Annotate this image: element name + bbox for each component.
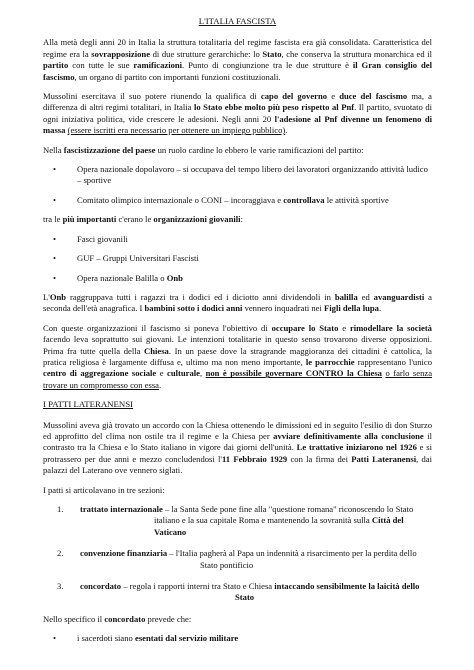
youth-organizations-intro <box>43 214 432 225</box>
item-heading: convenzione finanziaria <box>80 548 168 559</box>
text-run: di due strutture gerarchiche: lo <box>150 48 263 59</box>
text-run: Opera nazionale Balilla o <box>77 272 167 283</box>
bold-text: partito <box>43 60 69 71</box>
list-item <box>43 581 432 604</box>
text-run: , dai palazzi del Laterano ove vennero siglati. <box>43 453 432 476</box>
text-run: e <box>327 91 340 102</box>
bold-text: rimodellare la società <box>349 322 432 333</box>
text-run: . <box>158 379 162 390</box>
list-item <box>43 633 432 644</box>
intro-paragraph <box>43 37 432 83</box>
bold-text: Patti Lateranensi <box>351 453 417 464</box>
list-item <box>43 504 432 538</box>
bold-text: lo Stato ebbe molto più peso rispetto al Pnf <box>193 102 355 113</box>
text-run: tra le <box>43 214 63 225</box>
bold-text: controllava <box>283 194 325 205</box>
bold-text: balilla <box>334 291 358 302</box>
text-run: Mussolini aveva già trovato un accordo con la Chiesa ottenendo le dimissioni ed in seguito l'esilio di don Sturzo ed approfitto del clima non ostile tra il regime e la Chiesa per <box>43 419 432 441</box>
bold-text: il Gran consiglio del fascismo <box>43 60 432 82</box>
onb-paragraph <box>43 292 432 315</box>
list-number: 2. <box>57 548 64 559</box>
bold-text: duce del fascismo <box>339 91 408 102</box>
list-number: 1. <box>57 504 64 514</box>
bold-text: non è possibile governare CONTRO la Chiesa <box>205 368 382 379</box>
text-run: Nello specifico il <box>43 613 105 624</box>
text-run: raggruppava tutti i ragazzi tra i dodici ed i diciotto anni dividendoli in <box>66 291 335 302</box>
concordato-list <box>43 633 432 644</box>
list-item <box>43 273 432 284</box>
bold-text: esentati dal servizio militare <box>135 633 239 644</box>
bold-text: Le trattative iniziarono nel 1926 <box>296 442 417 453</box>
text-run: e si protrassero per due anni e mezzo concludendosi l' <box>43 442 432 464</box>
bold-text: Onb <box>166 272 183 283</box>
fascistization-paragraph <box>43 145 432 156</box>
text-run: . <box>378 303 382 314</box>
list-item <box>43 164 432 187</box>
text-run: a seconda dell'età anagrafica. I <box>43 291 432 314</box>
list-item <box>43 548 432 571</box>
text-run: ma, a differenza di altri regimi totalitari, in Italia <box>43 91 432 113</box>
page-title: L'ITALIA FASCISTA <box>198 16 277 26</box>
party-branches-list <box>43 164 432 206</box>
item-text: – l'Italia pagherà al Papa un indennità a risarcimento per la perdita dello <box>167 548 417 559</box>
bold-text: capo del governo <box>260 91 328 102</box>
lateran-pacts-paragraph <box>43 420 432 477</box>
sections-intro <box>43 485 432 496</box>
church-opposition-paragraph <box>43 323 432 391</box>
item-text: – la Santa Sede pone fine alla "questione romana" riconoscendo lo Stato <box>162 504 414 514</box>
bold-text: le parrocchie <box>305 356 355 367</box>
mussolini-power-paragraph <box>43 91 432 137</box>
bold-text: concordato <box>104 613 146 624</box>
text-run: Alla metà degli anni 20 in Italia la struttura totalitaria del regime fascista era già consolidata. Caratteristica del regime era la <box>43 37 432 59</box>
text-run: I patti si articolavano in tre sezioni: <box>43 484 165 495</box>
text-run: . In un paese dove la stragrande maggioranza dei cittadini è cattolica, la pratica religiosa è largamente diffusa e, ultimo ma non meno importante, <box>43 345 432 367</box>
list-item <box>43 234 432 245</box>
youth-organizations-list <box>43 234 432 284</box>
item-emphasis: Città del Vaticano <box>154 515 404 537</box>
bold-text: avanguardisti <box>373 291 425 302</box>
item-continuation: Stato pontificio <box>200 559 254 570</box>
text-run: vennero inquadrati nei <box>242 303 325 314</box>
text-run: . Punto di congiunzione tra le due strutture è <box>182 60 353 71</box>
text-run: . <box>285 125 288 136</box>
text-run: e <box>156 368 168 379</box>
bold-text: Chiesa <box>144 345 169 356</box>
text-run: , un organo di partito con importanti funzioni costituzionali. <box>74 71 281 82</box>
bold-text: Figli della lupa <box>324 303 379 314</box>
bold-text: centro di aggregazione sociale <box>43 368 157 379</box>
bold-text: 11 Febbraio 1929 <box>221 453 288 464</box>
section-heading-patti: I PATTI LATERANENSI <box>43 399 134 410</box>
list-item <box>43 253 432 264</box>
text-run: : <box>240 214 243 225</box>
bold-text: l'adesione al Pnf divenne un fenomeno di massa <box>43 113 432 136</box>
list-item <box>43 195 432 206</box>
bold-text: Stato <box>262 48 282 59</box>
bold-text: Onb <box>49 291 67 302</box>
concordato-intro <box>43 614 432 625</box>
text-run: , che conserva la struttura monarchica ed il <box>281 48 432 59</box>
bold-text: culturale <box>167 368 200 379</box>
bold-text: occupare lo Stato <box>271 322 339 333</box>
pacts-sections-list <box>43 504 432 604</box>
item-emphasis: intaccando sensibilmente la laicità dello <box>274 581 420 592</box>
text-run: rappresentano l'unico <box>354 356 433 367</box>
text-run: , <box>199 368 206 379</box>
text-run: Comitato olimpico internazionale o CONI – incoraggiava e <box>77 194 284 205</box>
item-text-cont: italiano e la sua capitale Roma e mantenendo la sovranità sulla <box>154 515 372 526</box>
text-run: o farlo senza trovare un compromesso con essa <box>43 368 433 390</box>
text-run: Con queste organizzazioni il fascismo si poneva l'obiettivo di <box>43 322 272 333</box>
text-run: prevede che: <box>145 613 192 624</box>
text-run: i sacerdoti siano <box>77 633 135 644</box>
bold-text: fascistizzazione del paese <box>63 144 156 155</box>
text-run: Nella <box>43 144 64 155</box>
text-run: . Il partito, svuotato di ogni iniziativa politica, vide crescere le adesioni. Negli anni 20 <box>43 102 433 124</box>
text-run: facendo leva soprattutto sui giovani. Le intenzioni totalitarie in questo senso trovarono diverse opposizioni. Prima fra tutte quella della <box>43 334 432 356</box>
item-continuation <box>80 515 432 538</box>
text-run: le attività sportive <box>324 194 389 205</box>
text-run: L' <box>43 291 50 302</box>
list-number: 3. <box>57 581 64 592</box>
text-run: un ruolo cardine lo ebbero le varie ramificazioni del partito: <box>155 144 364 155</box>
bold-text: bambini sotto i dodici anni <box>144 303 243 314</box>
text-run: GUF – Gruppi Universitari Fascisti <box>77 253 199 264</box>
bold-text: più importanti <box>62 214 117 225</box>
text-run: c'erano le <box>116 214 154 225</box>
item-continuation: Stato <box>235 592 255 603</box>
text-run: (essere iscritti era necessario per ottenere un impiego pubblico) <box>67 125 286 136</box>
text-run: con tutte le sue <box>68 60 134 71</box>
item-text: – regola i rapporti interni tra Stato e Chiesa <box>121 581 275 592</box>
text-run: Opera nazionale dopolavoro – si occupava del tempo libero dei lavoratori organizzando attività ludico – sportive <box>77 164 428 186</box>
text-run: con la firma dei <box>287 453 352 464</box>
item-heading: trattato internazionale <box>80 504 163 514</box>
item-heading: concordato <box>80 581 122 592</box>
text-run: il contrasto tra la Chiesa e lo Stato italiano in vigore dai giorni dell'unità. <box>43 430 432 453</box>
text-run: Mussolini esercitava il suo potere riunendo la qualifica di <box>43 91 261 102</box>
text-run: Fasci giovanili <box>77 233 128 244</box>
text-run: ed <box>357 291 374 302</box>
text-run: e <box>338 322 350 333</box>
bold-text: sovrapposizione <box>91 48 151 59</box>
bold-text: avviare definitivamente alla conclusione <box>273 430 424 441</box>
bold-text: ramificazioni <box>133 60 183 71</box>
bold-text: organizzazioni giovanili <box>153 214 241 225</box>
